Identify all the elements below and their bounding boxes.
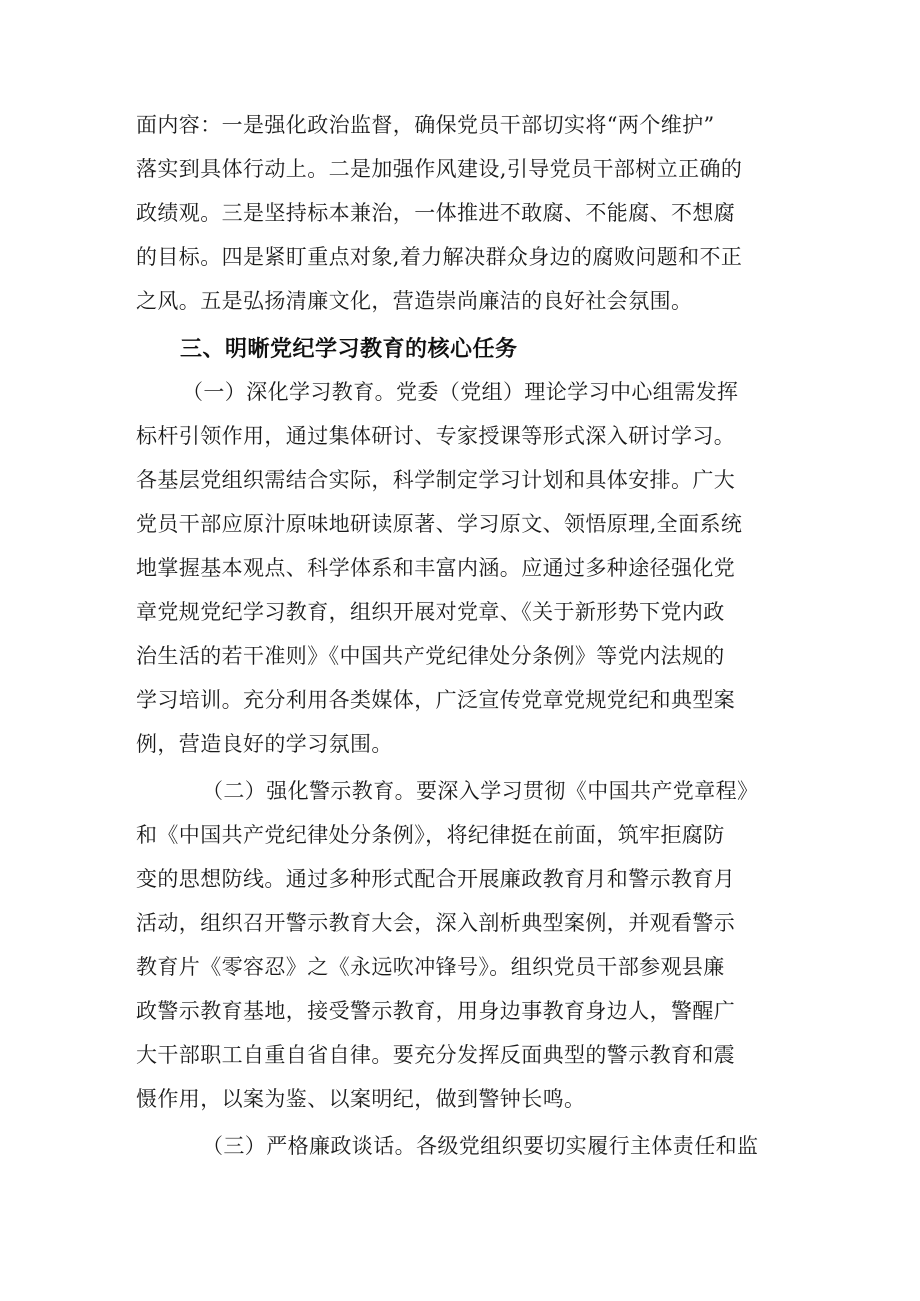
- paragraph-line: 和《中国共产党纪律处分条例》，将纪律挺在前面，筑牢拒腐防: [136, 823, 725, 847]
- paragraph-line: 政警示教育基地，接受警示教育，用身边事教育身边人，警醒广: [136, 999, 736, 1023]
- paragraph-line: 学习培训。充分利用各类媒体，广泛宣传党章党规党纪和典型案: [136, 688, 736, 712]
- paragraph-line: 落实到具体行动上。二是加强作风建设,引导党员干部树立正确的: [136, 157, 743, 181]
- paragraph-line: 活动，组织召开警示教育大会，深入剖析典型案例，并观看警示: [136, 911, 736, 935]
- paragraph-line: （三）严格廉政谈话。各级党组织要切实履行主体责任和监: [202, 1134, 759, 1158]
- paragraph-line: 教育片《零容忍》之《永远吹冲锋号》。组织党员干部参观县廉: [136, 955, 725, 979]
- paragraph-line: 各基层党组织需结合实际，科学制定学习计划和具体安排。广大: [136, 468, 736, 492]
- paragraph-line: （二）强化警示教育。要深入学习贯彻《中国共产党章程》: [202, 779, 759, 803]
- section-heading: 三、明晰党纪学习教育的核心任务: [180, 337, 518, 362]
- paragraph-line: 之风。五是弘扬清廉文化，营造崇尚廉洁的良好社会氛围。: [136, 289, 693, 313]
- paragraph-line: 大干部职工自重自省自律。要充分发挥反面典型的警示教育和震: [136, 1043, 736, 1067]
- paragraph-line: （一）深化学习教育。党委（党组）理论学习中心组需发挥: [182, 380, 739, 404]
- paragraph-line: 例，营造良好的学习氛围。: [136, 732, 393, 756]
- paragraph-line: 慑作用，以案为鉴、以案明纪，做到警钟长鸣。: [136, 1087, 586, 1111]
- paragraph-line: 变的思想防线。通过多种形式配合开展廉政教育月和警示教育月: [136, 867, 736, 891]
- paragraph-line: 面内容：一是强化政治监督，确保党员干部切实将“两个维护”: [136, 113, 715, 137]
- paragraph-line: 标杆引领作用，通过集体研讨、专家授课等形式深入研讨学习。: [136, 424, 736, 448]
- paragraph-line: 政绩观。三是坚持标本兼治，一体推进不敢腐、不能腐、不想腐: [136, 201, 736, 225]
- paragraph-line: 治生活的若干准则》《中国共产党纪律处分条例》等党内法规的: [136, 644, 725, 668]
- paragraph-line: 的目标。四是紧盯重点对象,着力解决群众身边的腐败问题和不正: [136, 245, 743, 269]
- paragraph-line: 地掌握基本观点、科学体系和丰富内涵。应通过多种途径强化党: [136, 556, 736, 580]
- paragraph-line: 党员干部应原汁原味地研读原著、学习原文、领悟原理,全面系统: [136, 512, 743, 536]
- paragraph-line: 章党规党纪学习教育，组织开展对党章、《关于新形势下党内政: [136, 600, 725, 624]
